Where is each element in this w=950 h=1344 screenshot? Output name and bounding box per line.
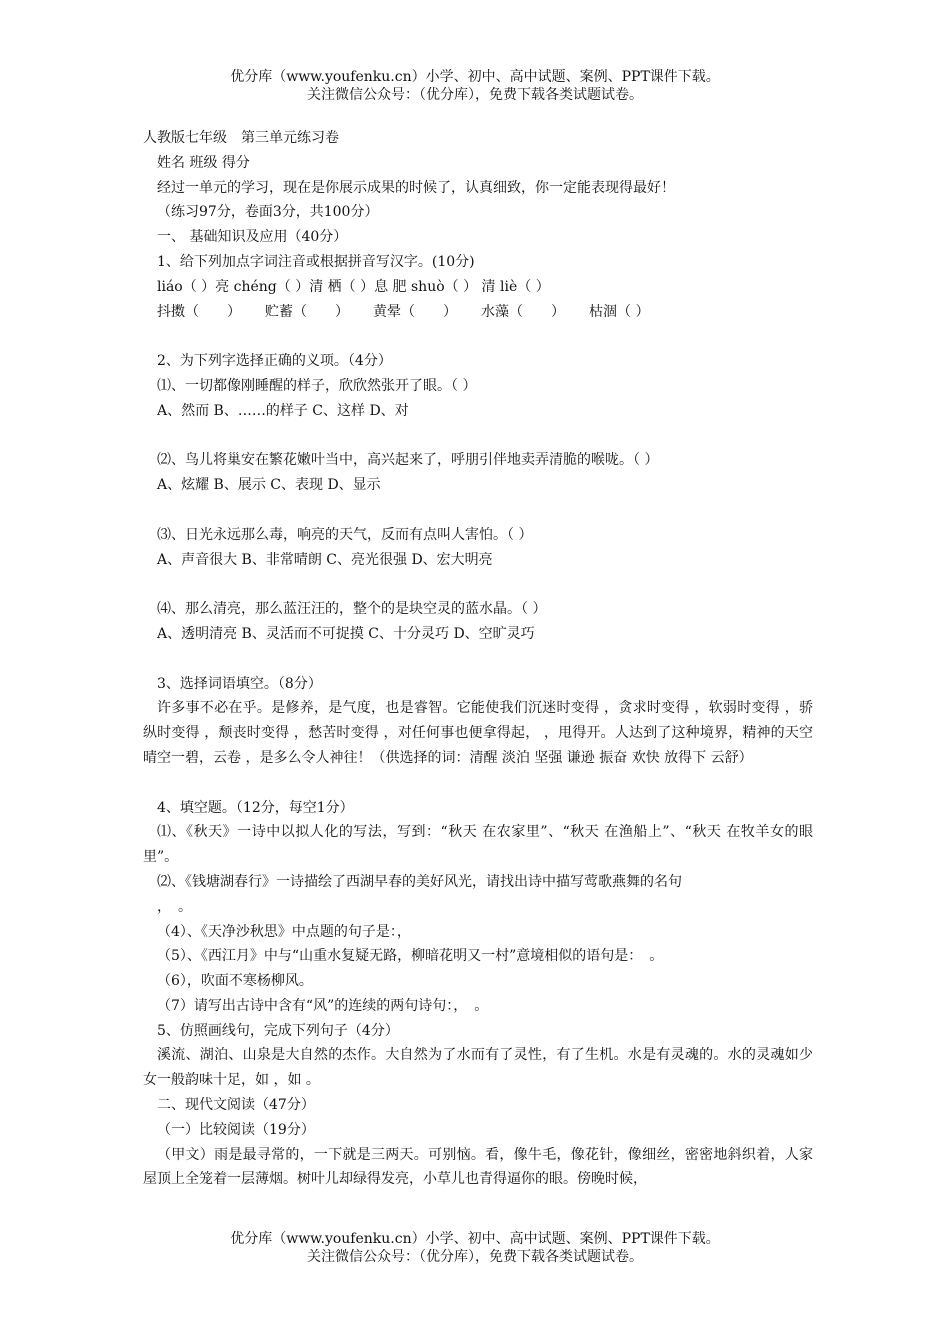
name-class-score-line: 姓名 班级 得分 — [157, 154, 250, 171]
q5-stem: 5、仿照画线句，完成下列句子（4分） — [157, 1022, 399, 1039]
q2-options-1: A、然而 B、……的样子 C、这样 D、对 — [157, 402, 409, 419]
q4-stem: 4、填空题。（12分，每空1分） — [157, 799, 354, 816]
q1-word-2: 贮蓄（ ） — [265, 303, 349, 320]
part-2-heading: 二、现代文阅读（47分） — [157, 1097, 315, 1114]
q2-sentence-2: ⑵、鸟儿将巢安在繁花嫩叶当中，高兴起来了，呼朋引伴地卖弄清脆的喉咙。（ ） — [157, 452, 659, 469]
section-1-heading: （一）比较阅读（19分） — [157, 1121, 315, 1138]
footer-line-2: 关注微信公众号：（优分库），免费下载各类试题试卷。 — [307, 1249, 643, 1265]
q4-item-1: ⑴、《秋天》一诗中以拟人化的写法，写到：“秋天 在农家里”、“秋天 在渔船上”、“秋天 在牧羊女的眼里”。 — [143, 824, 813, 866]
q1-stem: 1、给下列加点字词注音或根据拼音写汉字。(10分) — [157, 253, 475, 270]
intro-text: 经过一单元的学习，现在是你展示成果的时候了，认真细致，你一定能表现得最好！ — [157, 179, 675, 196]
page-header — [0, 68, 950, 104]
q1-words-line — [143, 300, 813, 325]
q1-word-5: 枯涸（ ） — [589, 303, 650, 320]
footer-line-1: 优分库（www.youfenku.cn）小学、初中、高中试题、案例、PPT课件下载。 — [230, 1231, 720, 1247]
q4-item-5: （5）、《西江月》中与“山重水复疑无路，柳暗花明又一村”意境相似的语句是： 。 — [157, 948, 664, 965]
q2-options-4: A、透明清亮 B、灵活而不可捉摸 C、十分灵巧 D、空旷灵巧 — [157, 625, 535, 642]
q2-sentence-1: ⑴、一切都像刚睡醒的样子，欣欣然张开了眼。（ ） — [157, 377, 477, 394]
q4-item-6: （6），吹面不寒杨柳风。 — [157, 973, 313, 990]
q4-item-4: （4）、《天净沙秋思》中点题的句子是：， — [157, 923, 411, 940]
q2-sentence-3: ⑶、日光永远那么毒，响亮的天气，反而有点叫人害怕。（ ） — [157, 526, 533, 543]
q2-options-3: A、声音很大 B、非常晴朗 C、亮光很强 D、宏大明亮 — [157, 551, 493, 568]
reading-passage: （甲文）雨是最寻常的，一下就是三两天。可别恼。看，像牛毛，像花针，像细丝，密密地斜织着，人家屋顶上全笼着一层薄烟。树叶儿却绿得发亮，小草儿也青得逼你的眼。傍晚时候， — [143, 1146, 813, 1188]
q1-word-3: 黄晕（ ） — [373, 303, 457, 320]
q3-body: 许多事不必在乎。是修养，是气度，也是睿智。它能使我们沉迷时变得 ，贪求时变得 ，软弱时变得 ，骄纵时变得 ，颓丧时变得 ，愁苦时变得 ，对任何事也便拿得起， ，甩得开。人达到了这种境界，精神的天空晴空一碧，云卷 ，是多么令人神往！（供选择的词：清醒 淡泊 坚强 谦逊 振奋 欢快 放得下 云舒） — [143, 700, 813, 766]
page-footer — [0, 1230, 950, 1266]
score-note: （练习97分，卷面3分，共100分） — [157, 204, 379, 221]
q4-item-2: ⑵、《钱塘湖春行》一诗描绘了西湖早春的美好风光，请找出诗中描写莺歌燕舞的名句 — [157, 873, 682, 890]
q2-stem: 2、为下列字选择正确的义项。（4分） — [157, 353, 392, 370]
q2-options-2: A、炫耀 B、展示 C、表现 D、显示 — [157, 477, 381, 494]
part-1-heading: 一、 基础知识及应用（40分） — [157, 229, 348, 246]
q5-body: 溪流、湖泊、山泉是大自然的杰作。大自然为了水而有了灵性，有了生机。水是有灵魂的。水的灵魂如少女一般韵味十足，如 ，如 。 — [143, 1047, 813, 1089]
q2-sentence-4: ⑷、那么清亮，那么蓝汪汪的，整个的是块空灵的蓝水晶。（ ） — [157, 601, 547, 618]
worksheet-title: 人教版七年级 第三单元练习卷 — [143, 130, 339, 146]
q1-pinyin-line: liáo（ ）亮 chéng（ ）清 栖（ ）息 肥 shuò（ ） 清 liè（ ） — [157, 278, 550, 295]
header-line-1: 优分库（www.youfenku.cn）小学、初中、高中试题、案例、PPT课件下载。 — [230, 69, 720, 85]
q4-item-2-blanks: ， 。 — [157, 898, 192, 915]
q1-word-1: 抖擞（ ） — [157, 303, 241, 320]
q1-word-4: 水藻（ ） — [481, 303, 565, 320]
q4-item-7: （7）请写出古诗中含有“风”的连续的两句诗句：， 。 — [157, 997, 489, 1014]
q3-stem: 3、选择词语填空。（8分） — [157, 675, 322, 692]
header-line-2: 关注微信公众号：（优分库），免费下载各类试题试卷。 — [307, 87, 643, 103]
worksheet-body — [143, 126, 813, 1192]
